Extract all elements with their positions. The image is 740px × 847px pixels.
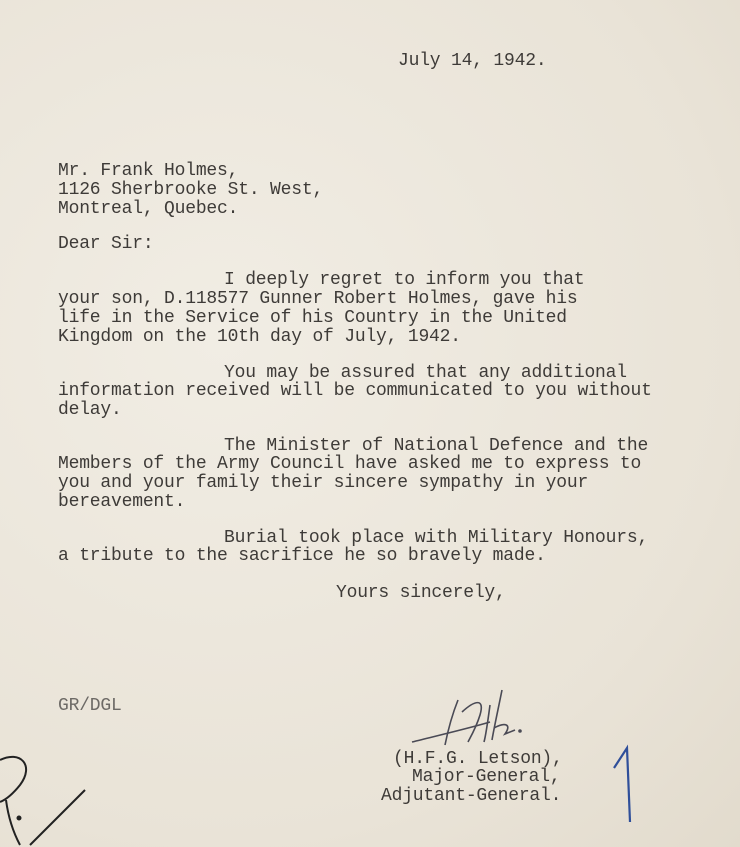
signatory-rank: Major-General,	[412, 767, 561, 787]
recipient-city: Montreal, Quebec.	[58, 199, 239, 219]
paragraph-line: you and your family their sincere sympathy in your	[58, 473, 589, 493]
letter-date: July 14, 1942.	[398, 51, 547, 71]
reference-initials: GR/DGL	[58, 696, 122, 716]
paragraph-line: Burial took place with Military Honours,	[224, 528, 649, 548]
signature	[412, 690, 521, 745]
paragraph-line: a tribute to the sacrifice he so bravely made.	[58, 546, 546, 566]
paragraph-line: I deeply regret to inform you that	[224, 270, 585, 290]
handwritten-mark-blue	[614, 748, 630, 822]
paragraph-line: life in the Service of his Country in the United	[58, 308, 567, 328]
paragraph-line: bereavement.	[58, 492, 186, 512]
recipient-name: Mr. Frank Holmes,	[58, 161, 239, 181]
handwritten-mark-left	[0, 757, 85, 845]
paragraph-line: You may be assured that any additional	[224, 363, 627, 383]
paragraph-line: information received will be communicated to you without	[58, 381, 652, 401]
signatory-name: (H.F.G. Letson),	[393, 749, 563, 769]
recipient-street: 1126 Sherbrooke St. West,	[58, 180, 324, 200]
paragraph-line: Kingdom on the 10th day of July, 1942.	[58, 327, 461, 347]
paragraph-line: delay.	[58, 400, 122, 420]
paragraph-line: The Minister of National Defence and the	[224, 436, 649, 456]
closing: Yours sincerely,	[336, 583, 506, 603]
paragraph-line: your son, D.118577 Gunner Robert Holmes, gave his	[58, 289, 578, 309]
paragraph-line: Members of the Army Council have asked me to express to	[58, 454, 642, 474]
salutation: Dear Sir:	[58, 234, 154, 254]
signatory-title: Adjutant-General.	[381, 786, 562, 806]
